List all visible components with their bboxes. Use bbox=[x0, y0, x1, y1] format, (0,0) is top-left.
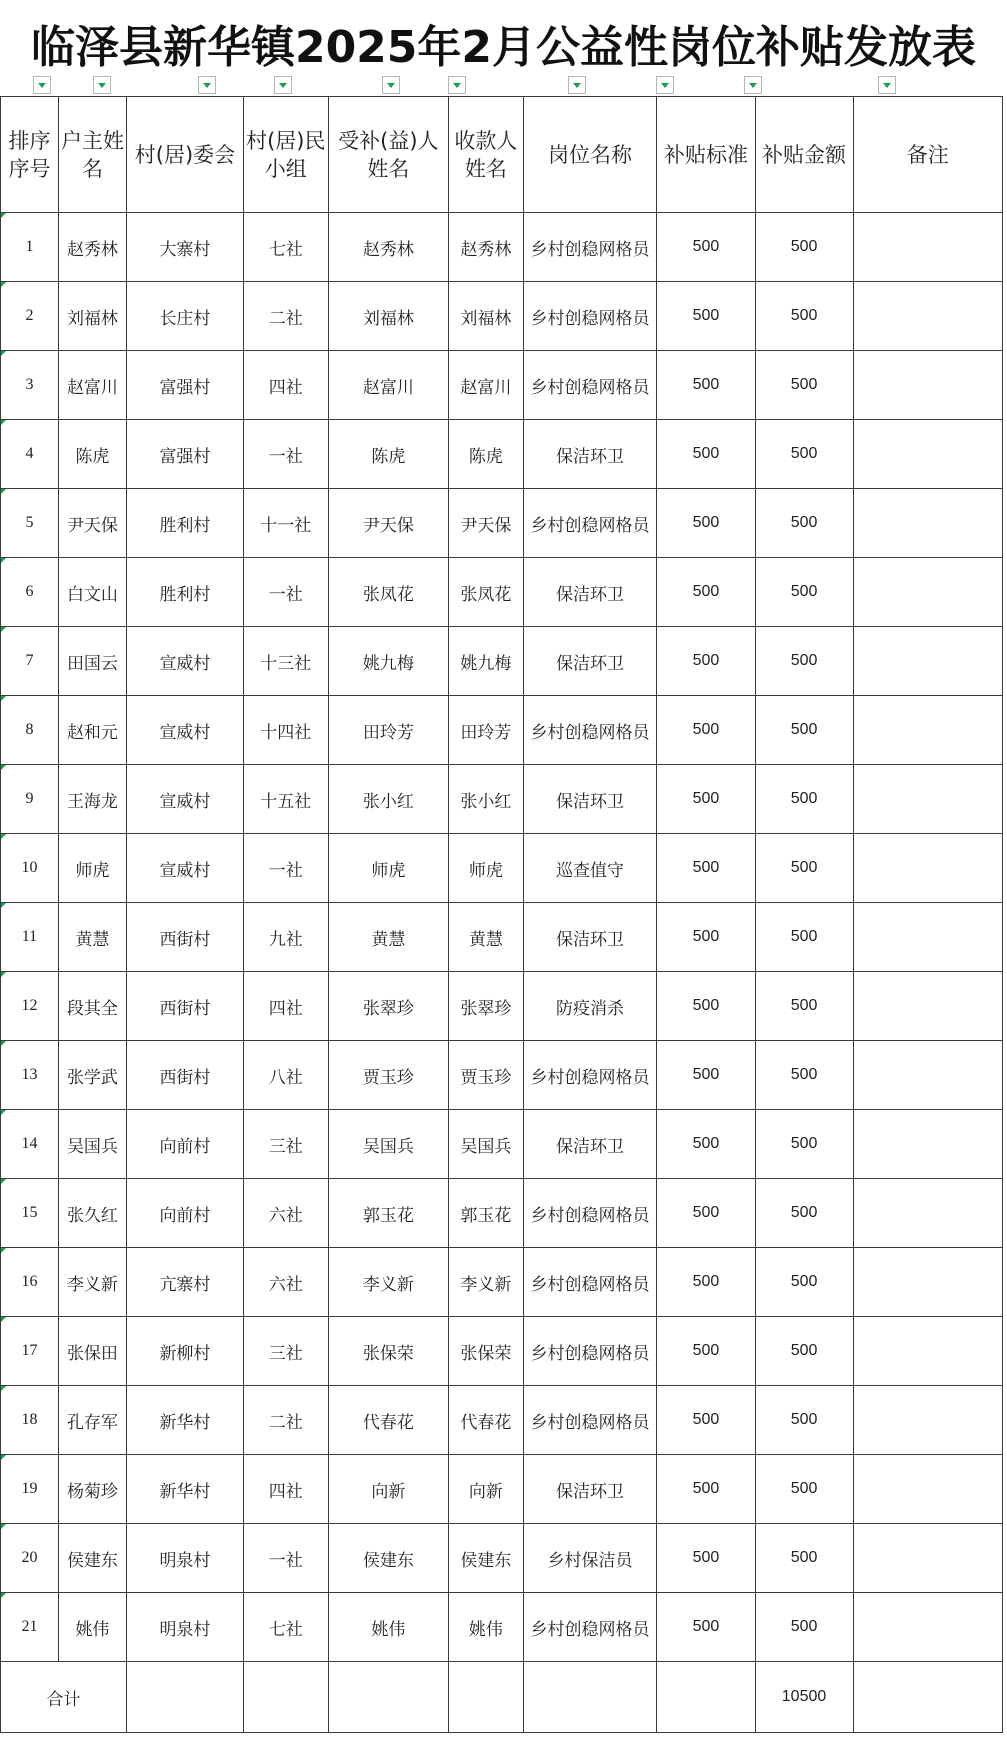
payee-cell[interactable]: 郭玉花 bbox=[449, 1179, 524, 1248]
householder-cell[interactable]: 刘福林 bbox=[58, 282, 126, 351]
filter-dropdown-icon[interactable] bbox=[33, 76, 51, 94]
table-cell[interactable] bbox=[126, 1662, 243, 1733]
row-number-cell[interactable]: 18 bbox=[1, 1386, 59, 1455]
village-cell[interactable]: 明泉村 bbox=[126, 1593, 243, 1662]
householder-cell[interactable]: 张久红 bbox=[58, 1179, 126, 1248]
standard-cell[interactable]: 500 bbox=[657, 834, 755, 903]
row-number-cell[interactable]: 9 bbox=[1, 765, 59, 834]
position-cell[interactable]: 保洁环卫 bbox=[523, 420, 657, 489]
row-number-cell[interactable]: 20 bbox=[1, 1524, 59, 1593]
householder-cell[interactable]: 陈虎 bbox=[58, 420, 126, 489]
row-number-cell[interactable]: 19 bbox=[1, 1455, 59, 1524]
village-cell[interactable]: 亢寨村 bbox=[126, 1248, 243, 1317]
village-cell[interactable]: 西街村 bbox=[126, 972, 243, 1041]
header-cell[interactable]: 补贴标准 bbox=[657, 97, 755, 213]
remark-cell[interactable] bbox=[853, 558, 1002, 627]
group-cell[interactable]: 八社 bbox=[243, 1041, 328, 1110]
householder-cell[interactable]: 赵和元 bbox=[58, 696, 126, 765]
householder-cell[interactable]: 侯建东 bbox=[58, 1524, 126, 1593]
beneficiary-cell[interactable]: 姚伟 bbox=[328, 1593, 448, 1662]
amount-cell[interactable]: 500 bbox=[755, 1179, 853, 1248]
total-label-cell[interactable]: 合计 bbox=[1, 1662, 127, 1733]
amount-cell[interactable]: 500 bbox=[755, 834, 853, 903]
header-cell[interactable]: 补贴金额 bbox=[755, 97, 853, 213]
beneficiary-cell[interactable]: 张凤花 bbox=[328, 558, 448, 627]
filter-dropdown-icon[interactable] bbox=[382, 76, 400, 94]
amount-cell[interactable]: 500 bbox=[755, 1248, 853, 1317]
householder-cell[interactable]: 张保田 bbox=[58, 1317, 126, 1386]
group-cell[interactable]: 七社 bbox=[243, 1593, 328, 1662]
row-number-cell[interactable]: 8 bbox=[1, 696, 59, 765]
village-cell[interactable]: 新华村 bbox=[126, 1386, 243, 1455]
table-row bbox=[1, 1455, 1003, 1524]
amount-cell[interactable]: 500 bbox=[755, 1041, 853, 1110]
village-cell[interactable]: 长庄村 bbox=[126, 282, 243, 351]
remark-cell[interactable] bbox=[853, 1041, 1002, 1110]
table-row bbox=[1, 1179, 1003, 1248]
village-cell[interactable]: 富强村 bbox=[126, 420, 243, 489]
village-cell[interactable]: 宣威村 bbox=[126, 765, 243, 834]
header-cell[interactable]: 村(居)民小组 bbox=[243, 97, 328, 213]
group-cell[interactable]: 十一社 bbox=[243, 489, 328, 558]
remark-cell[interactable] bbox=[853, 1455, 1002, 1524]
table-row bbox=[1, 1386, 1003, 1455]
householder-cell[interactable]: 孔存军 bbox=[58, 1386, 126, 1455]
amount-cell[interactable]: 500 bbox=[755, 765, 853, 834]
village-cell[interactable]: 胜利村 bbox=[126, 489, 243, 558]
householder-cell[interactable]: 杨菊珍 bbox=[58, 1455, 126, 1524]
beneficiary-cell[interactable]: 赵富川 bbox=[328, 351, 448, 420]
position-cell[interactable]: 保洁环卫 bbox=[523, 903, 657, 972]
payee-cell[interactable]: 田玲芳 bbox=[449, 696, 524, 765]
payee-cell[interactable]: 李义新 bbox=[449, 1248, 524, 1317]
payee-cell[interactable]: 师虎 bbox=[449, 834, 524, 903]
village-cell[interactable]: 西街村 bbox=[126, 1041, 243, 1110]
beneficiary-cell[interactable]: 侯建东 bbox=[328, 1524, 448, 1593]
payee-cell[interactable]: 代春花 bbox=[449, 1386, 524, 1455]
filter-dropdown-icon[interactable] bbox=[93, 76, 111, 94]
beneficiary-cell[interactable]: 代春花 bbox=[328, 1386, 448, 1455]
village-cell[interactable]: 向前村 bbox=[126, 1179, 243, 1248]
table-cell[interactable] bbox=[328, 1662, 448, 1733]
amount-cell[interactable]: 500 bbox=[755, 420, 853, 489]
position-cell[interactable]: 防疫消杀 bbox=[523, 972, 657, 1041]
group-cell[interactable]: 一社 bbox=[243, 1524, 328, 1593]
group-cell[interactable]: 十五社 bbox=[243, 765, 328, 834]
sheet-title: 临泽县新华镇2025年2月公益性岗位补贴发放表 bbox=[30, 22, 977, 73]
position-cell[interactable]: 乡村创稳网格员 bbox=[523, 1248, 657, 1317]
filter-row bbox=[0, 74, 1007, 96]
householder-cell[interactable]: 白文山 bbox=[58, 558, 126, 627]
table-row bbox=[1, 765, 1003, 834]
amount-cell[interactable]: 500 bbox=[755, 213, 853, 282]
householder-cell[interactable]: 黄慧 bbox=[58, 903, 126, 972]
standard-cell[interactable]: 500 bbox=[657, 1041, 755, 1110]
remark-cell[interactable] bbox=[853, 765, 1002, 834]
village-cell[interactable]: 新柳村 bbox=[126, 1317, 243, 1386]
householder-cell[interactable]: 师虎 bbox=[58, 834, 126, 903]
position-cell[interactable]: 乡村创稳网格员 bbox=[523, 351, 657, 420]
row-number-cell[interactable]: 17 bbox=[1, 1317, 59, 1386]
row-number-cell[interactable]: 16 bbox=[1, 1248, 59, 1317]
position-cell[interactable]: 保洁环卫 bbox=[523, 558, 657, 627]
group-cell[interactable]: 九社 bbox=[243, 903, 328, 972]
standard-cell[interactable]: 500 bbox=[657, 1386, 755, 1455]
table-row bbox=[1, 420, 1003, 489]
householder-cell[interactable]: 姚伟 bbox=[58, 1593, 126, 1662]
standard-cell[interactable]: 500 bbox=[657, 1524, 755, 1593]
beneficiary-cell[interactable]: 田玲芳 bbox=[328, 696, 448, 765]
beneficiary-cell[interactable]: 向新 bbox=[328, 1455, 448, 1524]
payee-cell[interactable]: 张小红 bbox=[449, 765, 524, 834]
village-cell[interactable]: 新华村 bbox=[126, 1455, 243, 1524]
payee-cell[interactable]: 赵秀林 bbox=[449, 213, 524, 282]
filter-dropdown-icon[interactable] bbox=[568, 76, 586, 94]
payee-cell[interactable]: 吴国兵 bbox=[449, 1110, 524, 1179]
table-row bbox=[1, 696, 1003, 765]
table-row bbox=[1, 213, 1003, 282]
remark-cell[interactable] bbox=[853, 903, 1002, 972]
standard-cell[interactable]: 500 bbox=[657, 213, 755, 282]
group-cell[interactable]: 四社 bbox=[243, 351, 328, 420]
position-cell[interactable]: 乡村创稳网格员 bbox=[523, 489, 657, 558]
village-cell[interactable]: 富强村 bbox=[126, 351, 243, 420]
position-cell[interactable]: 乡村创稳网格员 bbox=[523, 1317, 657, 1386]
table-row bbox=[1, 1317, 1003, 1386]
village-cell[interactable]: 向前村 bbox=[126, 1110, 243, 1179]
amount-cell[interactable]: 500 bbox=[755, 282, 853, 351]
householder-cell[interactable]: 田国云 bbox=[58, 627, 126, 696]
amount-cell[interactable]: 500 bbox=[755, 558, 853, 627]
row-number-cell[interactable]: 15 bbox=[1, 1179, 59, 1248]
amount-cell[interactable]: 500 bbox=[755, 1317, 853, 1386]
row-number-cell[interactable]: 11 bbox=[1, 903, 59, 972]
beneficiary-cell[interactable]: 贾玉珍 bbox=[328, 1041, 448, 1110]
table-row bbox=[1, 1041, 1003, 1110]
village-cell[interactable]: 大寨村 bbox=[126, 213, 243, 282]
position-cell[interactable]: 保洁环卫 bbox=[523, 1455, 657, 1524]
filter-dropdown-icon[interactable] bbox=[878, 76, 896, 94]
beneficiary-cell[interactable]: 师虎 bbox=[328, 834, 448, 903]
group-cell[interactable]: 一社 bbox=[243, 834, 328, 903]
remark-cell[interactable] bbox=[853, 1248, 1002, 1317]
payee-cell[interactable]: 张保荣 bbox=[449, 1317, 524, 1386]
standard-cell[interactable]: 500 bbox=[657, 1110, 755, 1179]
beneficiary-cell[interactable]: 刘福林 bbox=[328, 282, 448, 351]
householder-cell[interactable]: 吴国兵 bbox=[58, 1110, 126, 1179]
group-cell[interactable]: 十四社 bbox=[243, 696, 328, 765]
group-cell[interactable]: 一社 bbox=[243, 558, 328, 627]
amount-cell[interactable]: 500 bbox=[755, 1386, 853, 1455]
amount-cell[interactable]: 500 bbox=[755, 903, 853, 972]
table-body bbox=[1, 213, 1003, 1662]
row-number-cell[interactable]: 2 bbox=[1, 282, 59, 351]
group-cell[interactable]: 二社 bbox=[243, 282, 328, 351]
table-cell[interactable] bbox=[449, 1662, 524, 1733]
remark-cell[interactable] bbox=[853, 1179, 1002, 1248]
filter-dropdown-icon[interactable] bbox=[656, 76, 674, 94]
header-cell[interactable]: 排序序号 bbox=[1, 97, 59, 213]
standard-cell[interactable]: 500 bbox=[657, 489, 755, 558]
beneficiary-cell[interactable]: 赵秀林 bbox=[328, 213, 448, 282]
village-cell[interactable]: 宣威村 bbox=[126, 696, 243, 765]
group-cell[interactable]: 六社 bbox=[243, 1179, 328, 1248]
beneficiary-cell[interactable]: 陈虎 bbox=[328, 420, 448, 489]
row-number-cell[interactable]: 10 bbox=[1, 834, 59, 903]
table-cell[interactable] bbox=[523, 1662, 657, 1733]
table-row bbox=[1, 903, 1003, 972]
table-row bbox=[1, 282, 1003, 351]
position-cell[interactable]: 乡村创稳网格员 bbox=[523, 1593, 657, 1662]
header-cell[interactable]: 备注 bbox=[853, 97, 1002, 213]
group-cell[interactable]: 一社 bbox=[243, 420, 328, 489]
standard-cell[interactable]: 500 bbox=[657, 765, 755, 834]
filter-dropdown-icon[interactable] bbox=[198, 76, 216, 94]
table-cell[interactable] bbox=[657, 1662, 755, 1733]
remark-cell[interactable] bbox=[853, 627, 1002, 696]
table-row bbox=[1, 351, 1003, 420]
amount-cell[interactable]: 500 bbox=[755, 1593, 853, 1662]
row-number-cell[interactable]: 1 bbox=[1, 213, 59, 282]
standard-cell[interactable]: 500 bbox=[657, 1248, 755, 1317]
payee-cell[interactable]: 向新 bbox=[449, 1455, 524, 1524]
remark-cell[interactable] bbox=[853, 213, 1002, 282]
remark-cell[interactable] bbox=[853, 351, 1002, 420]
remark-cell[interactable] bbox=[853, 282, 1002, 351]
payee-cell[interactable]: 姚伟 bbox=[449, 1593, 524, 1662]
row-number-cell[interactable]: 5 bbox=[1, 489, 59, 558]
standard-cell[interactable]: 500 bbox=[657, 558, 755, 627]
position-cell[interactable]: 乡村创稳网格员 bbox=[523, 1179, 657, 1248]
amount-cell[interactable]: 500 bbox=[755, 1110, 853, 1179]
group-cell[interactable]: 三社 bbox=[243, 1110, 328, 1179]
householder-cell[interactable]: 赵富川 bbox=[58, 351, 126, 420]
beneficiary-cell[interactable]: 张小红 bbox=[328, 765, 448, 834]
table-cell[interactable] bbox=[243, 1662, 328, 1733]
householder-cell[interactable]: 王海龙 bbox=[58, 765, 126, 834]
group-cell[interactable]: 六社 bbox=[243, 1248, 328, 1317]
standard-cell[interactable]: 500 bbox=[657, 903, 755, 972]
amount-cell[interactable]: 500 bbox=[755, 489, 853, 558]
table-row bbox=[1, 1524, 1003, 1593]
group-cell[interactable]: 二社 bbox=[243, 1386, 328, 1455]
payee-cell[interactable]: 刘福林 bbox=[449, 282, 524, 351]
filter-dropdown-icon[interactable] bbox=[274, 76, 292, 94]
position-cell[interactable]: 保洁环卫 bbox=[523, 627, 657, 696]
row-number-cell[interactable]: 21 bbox=[1, 1593, 59, 1662]
row-number-cell[interactable]: 4 bbox=[1, 420, 59, 489]
standard-cell[interactable]: 500 bbox=[657, 696, 755, 765]
remark-cell[interactable] bbox=[853, 1317, 1002, 1386]
payee-cell[interactable]: 黄慧 bbox=[449, 903, 524, 972]
standard-cell[interactable]: 500 bbox=[657, 1317, 755, 1386]
group-cell[interactable]: 三社 bbox=[243, 1317, 328, 1386]
amount-cell[interactable]: 500 bbox=[755, 1524, 853, 1593]
amount-cell[interactable]: 500 bbox=[755, 696, 853, 765]
header-cell[interactable]: 岗位名称 bbox=[523, 97, 657, 213]
householder-cell[interactable]: 张学武 bbox=[58, 1041, 126, 1110]
remark-cell[interactable] bbox=[853, 489, 1002, 558]
table-row bbox=[1, 1110, 1003, 1179]
amount-cell[interactable]: 500 bbox=[755, 351, 853, 420]
position-cell[interactable]: 保洁环卫 bbox=[523, 1110, 657, 1179]
remark-cell[interactable] bbox=[853, 1524, 1002, 1593]
village-cell[interactable]: 胜利村 bbox=[126, 558, 243, 627]
beneficiary-cell[interactable]: 吴国兵 bbox=[328, 1110, 448, 1179]
row-number-cell[interactable]: 3 bbox=[1, 351, 59, 420]
group-cell[interactable]: 十三社 bbox=[243, 627, 328, 696]
filter-dropdown-icon[interactable] bbox=[448, 76, 466, 94]
table-row bbox=[1, 972, 1003, 1041]
position-cell[interactable]: 乡村创稳网格员 bbox=[523, 1041, 657, 1110]
householder-cell[interactable]: 段其全 bbox=[58, 972, 126, 1041]
header-row bbox=[1, 97, 1003, 213]
row-number-cell[interactable]: 14 bbox=[1, 1110, 59, 1179]
position-cell[interactable]: 乡村保洁员 bbox=[523, 1524, 657, 1593]
position-cell[interactable]: 保洁环卫 bbox=[523, 765, 657, 834]
total-amount-cell[interactable]: 10500 bbox=[755, 1662, 853, 1733]
payee-cell[interactable]: 侯建东 bbox=[449, 1524, 524, 1593]
village-cell[interactable]: 西街村 bbox=[126, 903, 243, 972]
filter-dropdown-icon[interactable] bbox=[744, 76, 762, 94]
table-row bbox=[1, 627, 1003, 696]
village-cell[interactable]: 明泉村 bbox=[126, 1524, 243, 1593]
beneficiary-cell[interactable]: 张翠珍 bbox=[328, 972, 448, 1041]
payee-cell[interactable]: 贾玉珍 bbox=[449, 1041, 524, 1110]
amount-cell[interactable]: 500 bbox=[755, 972, 853, 1041]
payee-cell[interactable]: 张凤花 bbox=[449, 558, 524, 627]
row-number-cell[interactable]: 6 bbox=[1, 558, 59, 627]
payee-cell[interactable]: 赵富川 bbox=[449, 351, 524, 420]
table-row bbox=[1, 1248, 1003, 1317]
householder-cell[interactable]: 尹天保 bbox=[58, 489, 126, 558]
payee-cell[interactable]: 陈虎 bbox=[449, 420, 524, 489]
payee-cell[interactable]: 姚九梅 bbox=[449, 627, 524, 696]
row-number-cell[interactable]: 12 bbox=[1, 972, 59, 1041]
header-cell[interactable]: 户主姓名 bbox=[58, 97, 126, 213]
remark-cell[interactable] bbox=[853, 972, 1002, 1041]
header-cell[interactable]: 收款人姓名 bbox=[449, 97, 524, 213]
remark-cell[interactable] bbox=[853, 1593, 1002, 1662]
amount-cell[interactable]: 500 bbox=[755, 627, 853, 696]
total-row bbox=[1, 1662, 1003, 1733]
remark-cell[interactable] bbox=[853, 1110, 1002, 1179]
standard-cell[interactable]: 500 bbox=[657, 1593, 755, 1662]
table-row bbox=[1, 489, 1003, 558]
position-cell[interactable]: 乡村创稳网格员 bbox=[523, 213, 657, 282]
amount-cell[interactable]: 500 bbox=[755, 1455, 853, 1524]
header-cell[interactable]: 受补(益)人姓名 bbox=[328, 97, 448, 213]
row-number-cell[interactable]: 7 bbox=[1, 627, 59, 696]
subsidy-table bbox=[0, 96, 1003, 1733]
remark-cell[interactable] bbox=[853, 834, 1002, 903]
beneficiary-cell[interactable]: 黄慧 bbox=[328, 903, 448, 972]
row-number-cell[interactable]: 13 bbox=[1, 1041, 59, 1110]
position-cell[interactable]: 乡村创稳网格员 bbox=[523, 696, 657, 765]
standard-cell[interactable]: 500 bbox=[657, 972, 755, 1041]
beneficiary-cell[interactable]: 李义新 bbox=[328, 1248, 448, 1317]
beneficiary-cell[interactable]: 郭玉花 bbox=[328, 1179, 448, 1248]
payee-cell[interactable]: 张翠珍 bbox=[449, 972, 524, 1041]
standard-cell[interactable]: 500 bbox=[657, 1455, 755, 1524]
header-cell[interactable]: 村(居)委会 bbox=[126, 97, 243, 213]
beneficiary-cell[interactable]: 姚九梅 bbox=[328, 627, 448, 696]
position-cell[interactable]: 乡村创稳网格员 bbox=[523, 1386, 657, 1455]
standard-cell[interactable]: 500 bbox=[657, 627, 755, 696]
remark-cell[interactable] bbox=[853, 696, 1002, 765]
householder-cell[interactable]: 赵秀林 bbox=[58, 213, 126, 282]
standard-cell[interactable]: 500 bbox=[657, 282, 755, 351]
householder-cell[interactable]: 李义新 bbox=[58, 1248, 126, 1317]
village-cell[interactable]: 宣威村 bbox=[126, 627, 243, 696]
table-cell[interactable] bbox=[853, 1662, 1002, 1733]
group-cell[interactable]: 七社 bbox=[243, 213, 328, 282]
beneficiary-cell[interactable]: 张保荣 bbox=[328, 1317, 448, 1386]
standard-cell[interactable]: 500 bbox=[657, 351, 755, 420]
remark-cell[interactable] bbox=[853, 420, 1002, 489]
table-row bbox=[1, 558, 1003, 627]
remark-cell[interactable] bbox=[853, 1386, 1002, 1455]
payee-cell[interactable]: 尹天保 bbox=[449, 489, 524, 558]
group-cell[interactable]: 四社 bbox=[243, 972, 328, 1041]
beneficiary-cell[interactable]: 尹天保 bbox=[328, 489, 448, 558]
table-row bbox=[1, 834, 1003, 903]
standard-cell[interactable]: 500 bbox=[657, 420, 755, 489]
standard-cell[interactable]: 500 bbox=[657, 1179, 755, 1248]
position-cell[interactable]: 巡查值守 bbox=[523, 834, 657, 903]
table-row bbox=[1, 1593, 1003, 1662]
village-cell[interactable]: 宣威村 bbox=[126, 834, 243, 903]
group-cell[interactable]: 四社 bbox=[243, 1455, 328, 1524]
position-cell[interactable]: 乡村创稳网格员 bbox=[523, 282, 657, 351]
